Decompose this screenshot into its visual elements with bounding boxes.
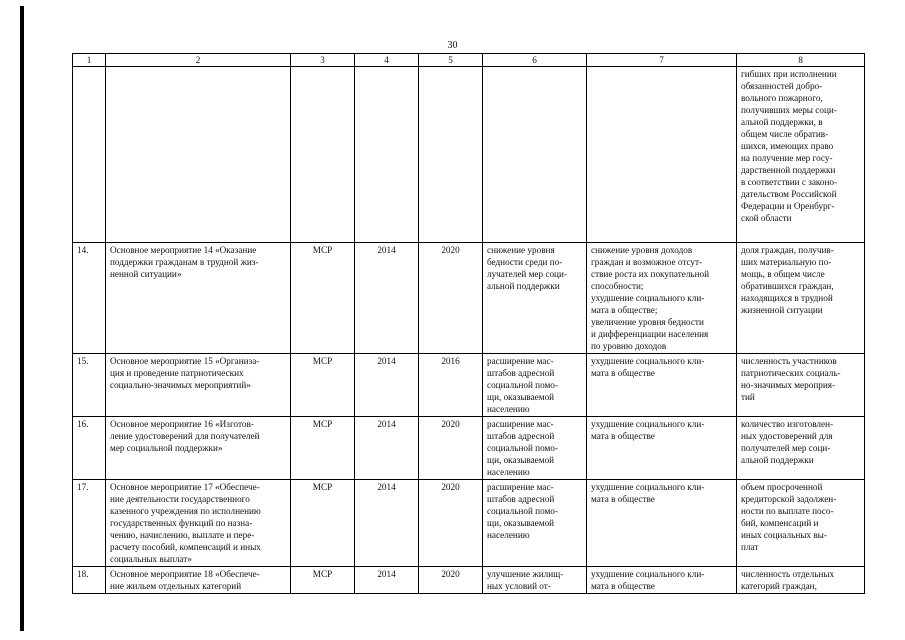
indicator: объем просроченной кредиторской задолжен- ности по выплате посо- бий, компенсаций и иных социальных вы- плат	[737, 480, 865, 567]
expected-result: расширение мас- штабов адресной социальной помо- щи, оказываемой населению	[483, 417, 587, 480]
column-header: 8	[737, 54, 865, 67]
indicator: гибших при исполнении обязанностей добро- вольного пожарного, получивших меры соци- альной поддержки, в общем числе обратив- шихся, имеющих право на получение мер госу- дарственной поддержки в соответствии с законо- дательством Российской Федерации и Оренбург- ской области	[737, 67, 865, 243]
row-number	[73, 67, 106, 243]
executor: МСР	[291, 567, 355, 594]
non-implementation-consequences: ухудшение социального кли- мата в обществе	[587, 480, 737, 567]
table-row	[73, 67, 865, 243]
start-year: 2014	[355, 354, 419, 417]
executor	[291, 67, 355, 243]
start-year	[355, 67, 419, 243]
end-year	[419, 67, 483, 243]
indicator: количество изготовлен- ных удостоверений для получателей мер соци- альной поддержки	[737, 417, 865, 480]
non-implementation-consequences	[587, 67, 737, 243]
activity-name: Основное мероприятие 17 «Обеспече- ние деятельности государственного казенного учреждения по исполнению государственных функций по назна- чению, начислению, выплате и пере- расчету пособий, компенсаций и иных социальных выплат»	[106, 480, 291, 567]
end-year: 2020	[419, 417, 483, 480]
row-number: 17.	[73, 480, 106, 567]
indicator: численность участников патриотических социаль- но-значимых мероприя- тий	[737, 354, 865, 417]
start-year: 2014	[355, 567, 419, 594]
expected-result: расширение мас- штабов адресной социальной помо- щи, оказываемой населению	[483, 354, 587, 417]
table-row	[73, 567, 865, 594]
expected-result	[483, 67, 587, 243]
expected-result: расширение мас- штабов адресной социальной помо- щи, оказываемой населению	[483, 480, 587, 567]
indicator: доля граждан, получив- ших материальную по- мощь, в общем числе обратившихся граждан, находящихся в трудной жизненной ситуации	[737, 243, 865, 354]
non-implementation-consequences: ухудшение социального кли- мата в обществе	[587, 417, 737, 480]
expected-result: снижение уровня бедности среди по- лучателей мер соци- альной поддержки	[483, 243, 587, 354]
column-header: 7	[587, 54, 737, 67]
row-number: 16.	[73, 417, 106, 480]
non-implementation-consequences: ухудшение социального кли- мата в обществе	[587, 567, 737, 594]
indicator: численность отдельных категорий граждан,	[737, 567, 865, 594]
executor: МСР	[291, 243, 355, 354]
executor: МСР	[291, 354, 355, 417]
column-header: 2	[106, 54, 291, 67]
page-number: 30	[447, 40, 458, 51]
activity-name: Основное мероприятие 18 «Обеспече- ние жильем отдельных категорий	[106, 567, 291, 594]
executor: МСР	[291, 417, 355, 480]
column-header: 5	[419, 54, 483, 67]
table-row	[73, 417, 865, 480]
column-header: 4	[355, 54, 419, 67]
column-number-row	[73, 54, 865, 67]
binding-margin-bar	[20, 6, 24, 631]
start-year: 2014	[355, 417, 419, 480]
activity-name: Основное мероприятие 14 «Оказание поддержки гражданам в трудной жиз- ненной ситуации»	[106, 243, 291, 354]
row-number: 14.	[73, 243, 106, 354]
end-year: 2020	[419, 480, 483, 567]
table-row	[73, 354, 865, 417]
activity-name: Основное мероприятие 15 «Организа- ция и проведение патриотических социально-значимых мероприятий»	[106, 354, 291, 417]
table-row	[73, 243, 865, 354]
executor: МСР	[291, 480, 355, 567]
column-header: 6	[483, 54, 587, 67]
end-year: 2020	[419, 243, 483, 354]
column-header: 3	[291, 54, 355, 67]
end-year: 2016	[419, 354, 483, 417]
start-year: 2014	[355, 243, 419, 354]
end-year: 2020	[419, 567, 483, 594]
start-year: 2014	[355, 480, 419, 567]
activity-name	[106, 67, 291, 243]
non-implementation-consequences: снижение уровня доходов граждан и возможное отсут- ствие роста их покупательной способности; ухудшение социального кли- мата в обществе; увеличение уровня бедности и дифференциации населения по уровню доходов	[587, 243, 737, 354]
row-number: 18.	[73, 567, 106, 594]
table-row	[73, 480, 865, 567]
activities-table	[72, 53, 865, 594]
activity-name: Основное мероприятие 16 «Изготов- ление удостоверений для получателей мер социальной поддержки»	[106, 417, 291, 480]
row-number: 15.	[73, 354, 106, 417]
column-header: 1	[73, 54, 106, 67]
expected-result: улучшение жилищ- ных условий от-	[483, 567, 587, 594]
non-implementation-consequences: ухудшение социального кли- мата в обществе	[587, 354, 737, 417]
